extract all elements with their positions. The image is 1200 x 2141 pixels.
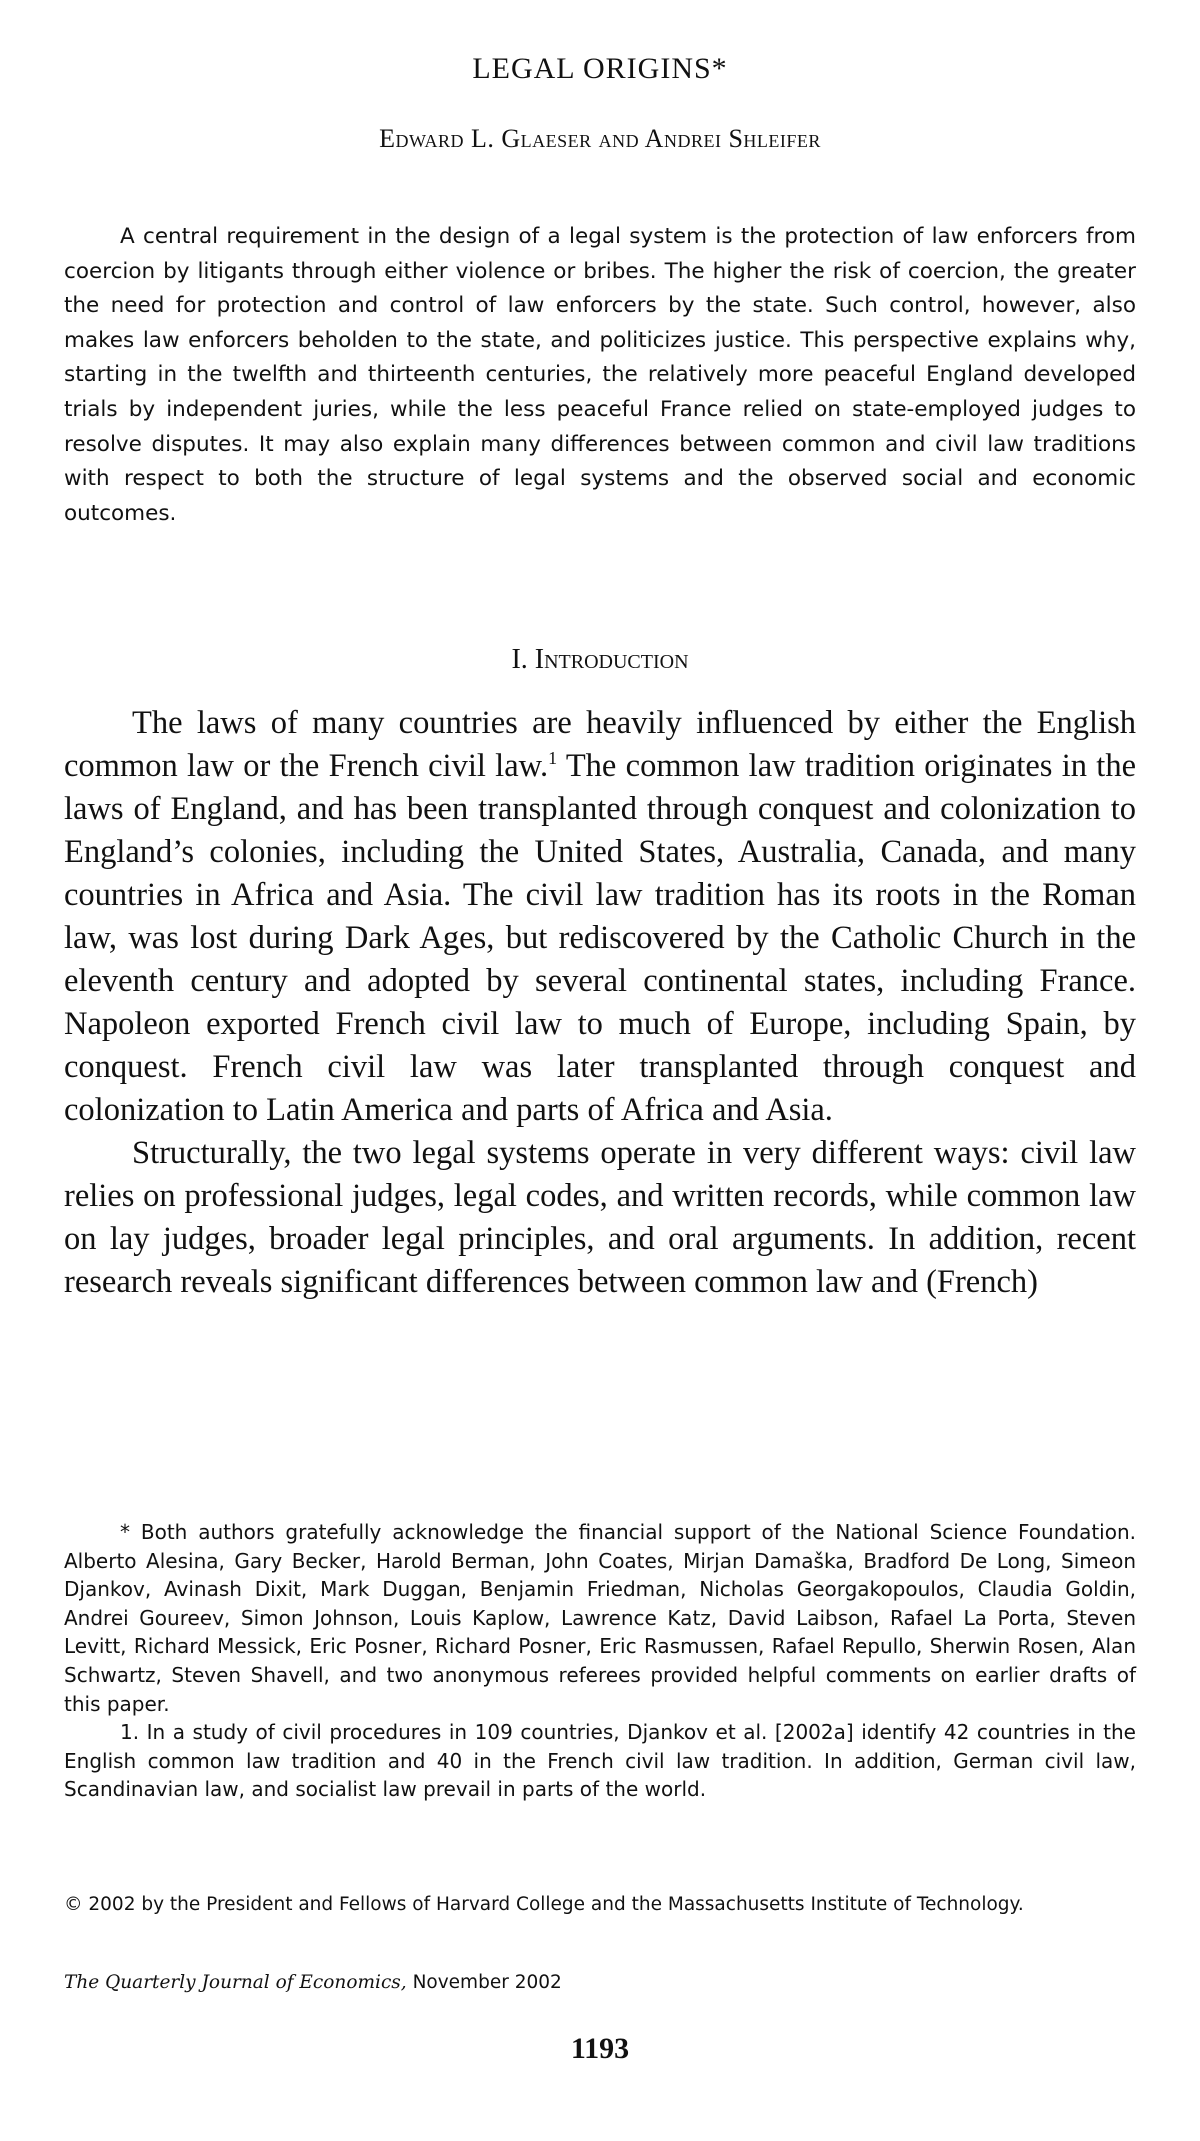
journal-name: The Quarterly Journal of Economics, xyxy=(64,1972,407,1993)
section-number: I. xyxy=(511,644,528,675)
copyright-notice: © 2002 by the President and Fellows of Harvard College and the Massachusetts Institute of Technology. xyxy=(64,1894,1024,1915)
body-paragraph-1-continued: The common law tradition originates in the laws of England, and has been transplanted through conquest and colonization to England’s colonies, including the United States, Australia, Canada, and many countries in Africa and Asia. The civil law tradition has its roots in the Roman law, was lost during Dark Ages, but rediscovered by the Catholic Church in the eleventh century and adopted by several continental states, including France. Napoleon exported French civil law to much of Europe, including Spain, by conquest. French civil law was later transplanted through conquest and colonization to Latin America and parts of Africa and Asia. xyxy=(64,748,1137,1128)
footnotes xyxy=(64,1518,1136,1804)
page-number: 1193 xyxy=(570,2032,630,2065)
acknowledgment-footnote: * Both authors gratefully acknowledge the financial support of the National Science Foundation. Alberto Alesina, Gary Becker, Harold Berman, John Coates, Mirjan Damaška, Bradford De Long, Simeon Djankov, Avinash Dixit, Mark Duggan, Benjamin Friedman, Nicholas Georgakopoulos, Claudia Goldin, Andrei Goureev, Simon Johnson, Louis Kaplow, Lawrence Katz, David Laibson, Rafael La Porta, Steven Levitt, Richard Messick, Eric Posner, Richard Posner, Eric Rasmussen, Rafael Repullo, Sherwin Rosen, Alan Schwartz, Steven Shavell, and two anonymous referees provided helpful comments on earlier drafts of this paper. xyxy=(64,1520,1136,1716)
section-title: Introduction xyxy=(534,644,689,675)
paper-authors: Edward L. Glaeser and Andrei Shleifer xyxy=(379,124,821,153)
body-paragraph-1-text: The laws of many countries are heavily influenced by either the English common law or the French civil law. xyxy=(64,705,1136,784)
body-paragraph-2: Structurally, the two legal systems operate in very different ways: civil law relies on professional judges, legal codes, and written records, while common law on lay judges, broader legal principles, and oral arguments. In addition, recent research reveals significant differences between common law and (French) xyxy=(64,1135,1136,1300)
footnote-1-marker: 1 xyxy=(548,748,558,769)
section-heading xyxy=(64,644,1136,676)
abstract: A central requirement in the design of a legal system is the protection of law enforcers from coercion by litigants through either violence or bribes. The higher the risk of coercion, the greater the need for protection and control of law enforcers by the state. Such control, however, also makes law enforcers beholden to the state, and politicizes justice. This perspective explains why, starting in the twelfth and thirteenth centuries, the relatively more peaceful England developed trials by independent juries, while the less peaceful France relied on state-employed judges to resolve disputes. It may also explain many differences between common and civil law traditions with respect to both the structure of legal systems and the observed social and economic outcomes. xyxy=(64,224,1136,526)
footnote-1: 1. In a study of civil procedures in 109 countries, Djankov et al. [2002a] identify 42 countries in the English common law tradition and 40 in the French civil law tradition. In addition, German civil law, Scandinavian law, and socialist law prevail in parts of the world. xyxy=(64,1720,1136,1802)
journal-citation xyxy=(64,1968,1136,1998)
journal-date: November 2002 xyxy=(406,1972,562,1993)
body-paragraph-1 xyxy=(64,702,1136,1132)
body-text xyxy=(64,702,1136,1304)
paper-title: LEGAL ORIGINS* xyxy=(472,52,728,85)
